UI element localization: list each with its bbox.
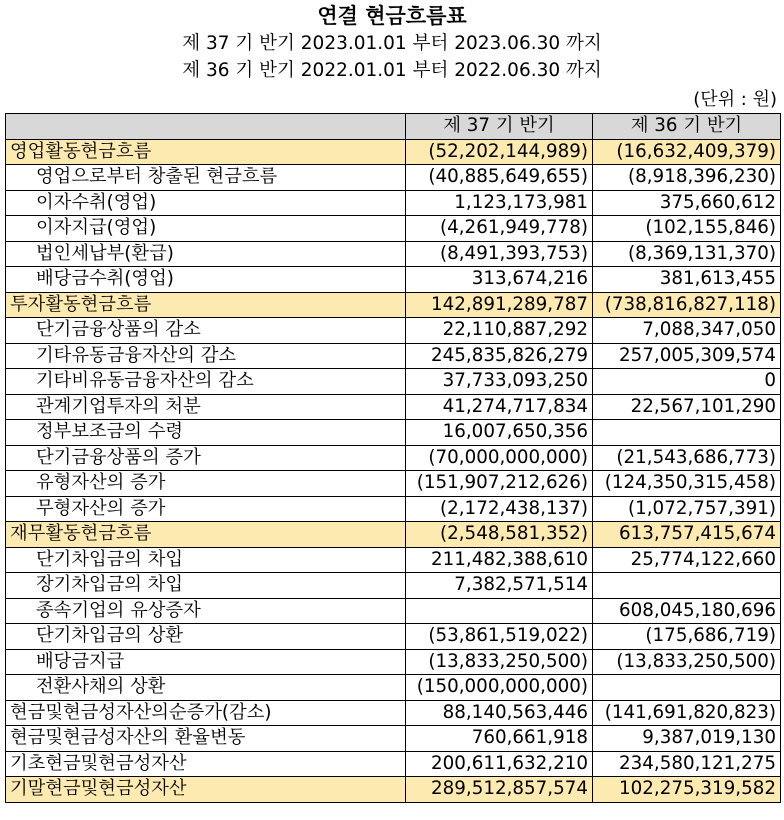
row-prior-value: 9,387,019,130 [593, 726, 781, 752]
row-label: 현금및현금성자산의 환율변동 [6, 726, 406, 752]
row-prior-value [593, 675, 781, 701]
row-prior-value: 608,045,180,696 [593, 598, 781, 624]
row-label: 무형자산의 증가 [6, 496, 406, 522]
row-prior-value: 257,005,309,574 [593, 343, 781, 369]
row-current-value: 245,835,826,279 [406, 343, 593, 369]
row-current-value: (40,885,649,655) [406, 165, 593, 191]
row-label: 재무활동현금흐름 [6, 522, 406, 548]
table-row [6, 292, 781, 318]
table-row [6, 420, 781, 446]
row-label: 투자활동현금흐름 [6, 292, 406, 318]
row-label: 이자지급(영업) [6, 216, 406, 242]
table-row [6, 675, 781, 701]
row-current-value: (13,833,250,500) [406, 649, 593, 675]
row-prior-value: 0 [593, 369, 781, 395]
row-current-value [406, 598, 593, 624]
row-current-value: 760,661,918 [406, 726, 593, 752]
row-current-value: (151,907,212,626) [406, 471, 593, 497]
row-label: 영업으로부터 창출된 현금흐름 [6, 165, 406, 191]
row-label: 기타비유동금융자산의 감소 [6, 369, 406, 395]
row-label: 단기금융상품의 증가 [6, 445, 406, 471]
row-prior-value [593, 573, 781, 599]
table-row [6, 751, 781, 777]
table-row [6, 573, 781, 599]
row-current-value: (2,548,581,352) [406, 522, 593, 548]
row-label: 배당금지급 [6, 649, 406, 675]
row-current-value: (150,000,000,000) [406, 675, 593, 701]
table-row [6, 318, 781, 344]
row-label: 배당금수취(영업) [6, 267, 406, 293]
row-prior-value: 234,580,121,275 [593, 751, 781, 777]
row-label: 법인세납부(환급) [6, 241, 406, 267]
row-current-value: 16,007,650,356 [406, 420, 593, 446]
row-label: 단기차입금의 상환 [6, 624, 406, 650]
row-label: 정부보조금의 수령 [6, 420, 406, 446]
row-label: 전환사채의 상환 [6, 675, 406, 701]
row-prior-value: (8,369,131,370) [593, 241, 781, 267]
row-prior-value: 22,567,101,290 [593, 394, 781, 420]
table-row [6, 522, 781, 548]
table-header-row [6, 114, 781, 140]
period-current: 제 37 기 반기 2023.01.01 부터 2023.06.30 까지 [182, 33, 602, 54]
row-current-value: 41,274,717,834 [406, 394, 593, 420]
row-prior-value: (21,543,686,773) [593, 445, 781, 471]
table-row [6, 369, 781, 395]
row-prior-value: (738,816,827,118) [593, 292, 781, 318]
table-row [6, 241, 781, 267]
period-prior: 제 36 기 반기 2022.01.01 부터 2022.06.30 까지 [182, 60, 602, 81]
row-prior-value: (13,833,250,500) [593, 649, 781, 675]
table-row [6, 267, 781, 293]
row-prior-value: (16,632,409,379) [593, 139, 781, 165]
table-row [6, 471, 781, 497]
table-row [6, 445, 781, 471]
table-row [6, 190, 781, 216]
header-account [6, 114, 406, 140]
row-current-value: 289,512,857,574 [406, 777, 593, 803]
row-label: 기말현금및현금성자산 [6, 777, 406, 803]
row-prior-value [593, 420, 781, 446]
row-prior-value: (124,350,315,458) [593, 471, 781, 497]
row-current-value: 1,123,173,981 [406, 190, 593, 216]
row-label: 현금및현금성자산의순증가(감소) [6, 700, 406, 726]
table-row [6, 598, 781, 624]
row-current-value: 142,891,289,787 [406, 292, 593, 318]
row-current-value: 7,382,571,514 [406, 573, 593, 599]
row-label: 유형자산의 증가 [6, 471, 406, 497]
row-label: 단기금융상품의 감소 [6, 318, 406, 344]
header-prior-period: 제 36 기 반기 [593, 114, 781, 140]
row-current-value: 313,674,216 [406, 267, 593, 293]
row-current-value: 200,611,632,210 [406, 751, 593, 777]
row-label: 종속기업의 유상증자 [6, 598, 406, 624]
row-prior-value: (141,691,820,823) [593, 700, 781, 726]
row-label: 기타유동금융자산의 감소 [6, 343, 406, 369]
table-row [6, 139, 781, 165]
row-label: 기초현금및현금성자산 [6, 751, 406, 777]
row-label: 단기차입금의 차입 [6, 547, 406, 573]
row-prior-value: 102,275,319,582 [593, 777, 781, 803]
row-label: 영업활동현금흐름 [6, 139, 406, 165]
row-current-value: 37,733,093,250 [406, 369, 593, 395]
row-current-value: 88,140,563,446 [406, 700, 593, 726]
table-body [6, 139, 781, 802]
table-row [6, 394, 781, 420]
row-prior-value: (8,918,396,230) [593, 165, 781, 191]
row-label: 장기차입금의 차입 [6, 573, 406, 599]
cash-flow-table [5, 113, 781, 803]
row-prior-value: (102,155,846) [593, 216, 781, 242]
row-prior-value: 613,757,415,674 [593, 522, 781, 548]
table-row [6, 649, 781, 675]
row-current-value: (4,261,949,778) [406, 216, 593, 242]
unit-label: (단위 : 원) [693, 89, 777, 110]
table-row [6, 547, 781, 573]
row-prior-value: 375,660,612 [593, 190, 781, 216]
table-row [6, 496, 781, 522]
row-label: 이자수취(영업) [6, 190, 406, 216]
row-current-value: (2,172,438,137) [406, 496, 593, 522]
row-current-value: 22,110,887,292 [406, 318, 593, 344]
row-current-value: (53,861,519,022) [406, 624, 593, 650]
table-row [6, 700, 781, 726]
row-current-value: (8,491,393,753) [406, 241, 593, 267]
row-current-value: (52,202,144,989) [406, 139, 593, 165]
row-prior-value: (175,686,719) [593, 624, 781, 650]
row-prior-value: 25,774,122,660 [593, 547, 781, 573]
row-current-value: (70,000,000,000) [406, 445, 593, 471]
row-prior-value: 7,088,347,050 [593, 318, 781, 344]
table-row [6, 726, 781, 752]
header-current-period: 제 37 기 반기 [406, 114, 593, 140]
table-row [6, 624, 781, 650]
table-row [6, 343, 781, 369]
statement-title: 연결 현금흐름표 [317, 3, 467, 28]
table-row [6, 216, 781, 242]
row-prior-value: (1,072,757,391) [593, 496, 781, 522]
row-prior-value: 381,613,455 [593, 267, 781, 293]
row-current-value: 211,482,388,610 [406, 547, 593, 573]
row-label: 관계기업투자의 처분 [6, 394, 406, 420]
table-row [6, 165, 781, 191]
table-row [6, 777, 781, 803]
